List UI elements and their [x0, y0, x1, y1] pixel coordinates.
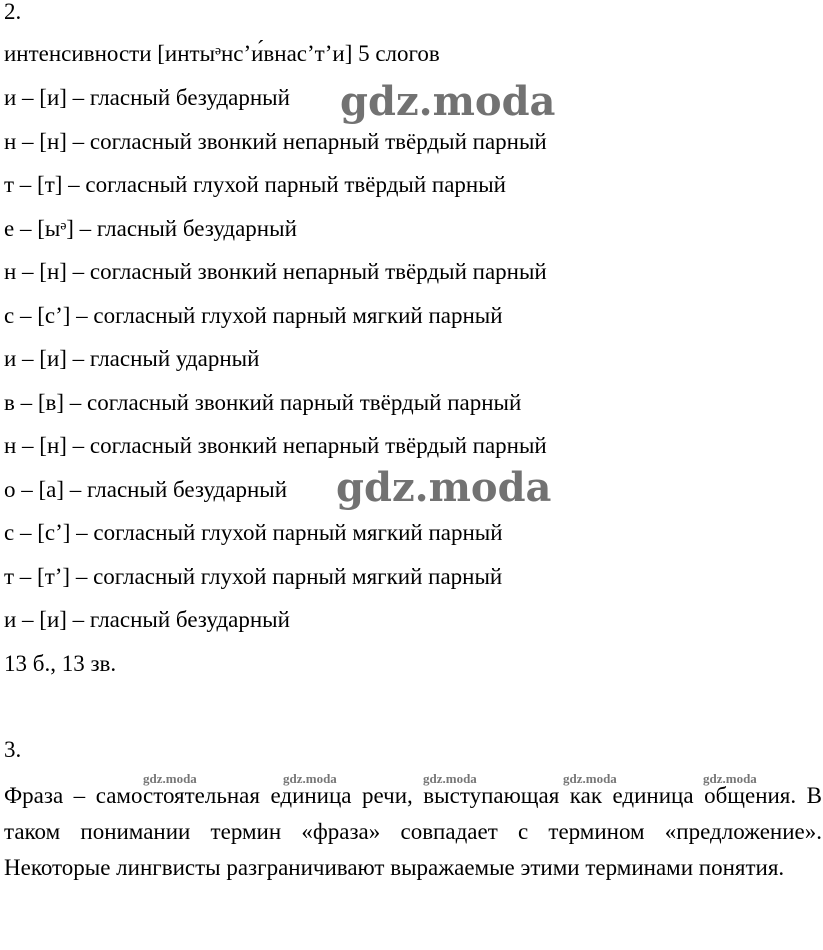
watermark-small: gdz.moda	[703, 771, 757, 786]
word-transcription-line: интенсивности [интыᵊнс’и́внас’т’и] 5 слогов	[4, 41, 440, 66]
watermark-small: gdz.moda	[283, 771, 337, 786]
section-3-number: 3.	[4, 737, 22, 762]
watermark-small: gdz.moda	[143, 771, 197, 786]
phonetic-row: и – [и] – гласный безударный	[4, 607, 290, 632]
phonetic-row: о – [а] – гласный безударный	[4, 477, 288, 502]
phonetic-row: н – [н] – согласный звонкий непарный твёрдый парный	[4, 259, 547, 284]
phonetic-row: е – [ыᵊ] – гласный безударный	[4, 216, 297, 241]
phonetic-row: с – [с’] – согласный глухой парный мягкий парный	[4, 303, 503, 328]
watermark-logo: gdz.moda	[340, 78, 556, 125]
summary-line: 13 б., 13 зв.	[4, 651, 117, 676]
watermark-small: gdz.moda	[563, 771, 617, 786]
phonetic-row: т – [т’] – согласный глухой парный мягкий парный	[4, 564, 503, 589]
phonetic-row: т – [т] – согласный глухой парный твёрдый парный	[4, 172, 506, 197]
phonetic-row: и – [и] – гласный ударный	[4, 346, 260, 371]
phonetic-row: в – [в] – согласный звонкий парный твёрдый парный	[4, 390, 522, 415]
watermark-logo: gdz.moda	[336, 464, 552, 511]
phonetic-row: и – [и] – гласный безударный	[4, 85, 290, 110]
phonetic-row: н – [н] – согласный звонкий непарный твёрдый парный	[4, 129, 547, 154]
watermark-small: gdz.moda	[423, 771, 477, 786]
phonetic-row: н – [н] – согласный звонкий непарный твёрдый парный	[4, 433, 547, 458]
definition-paragraph: Фраза – самостоятельная единица речи, выступающая как единица общения. В таком понимании термин «фраза» совпадает с термином «предложение». Некоторые лингвисты разграничивают выражаемые этими терминами понятия.	[4, 783, 822, 880]
phonetic-row: с – [с’] – согласный глухой парный мягкий парный	[4, 520, 503, 545]
section-2-number: 2.	[4, 0, 22, 24]
